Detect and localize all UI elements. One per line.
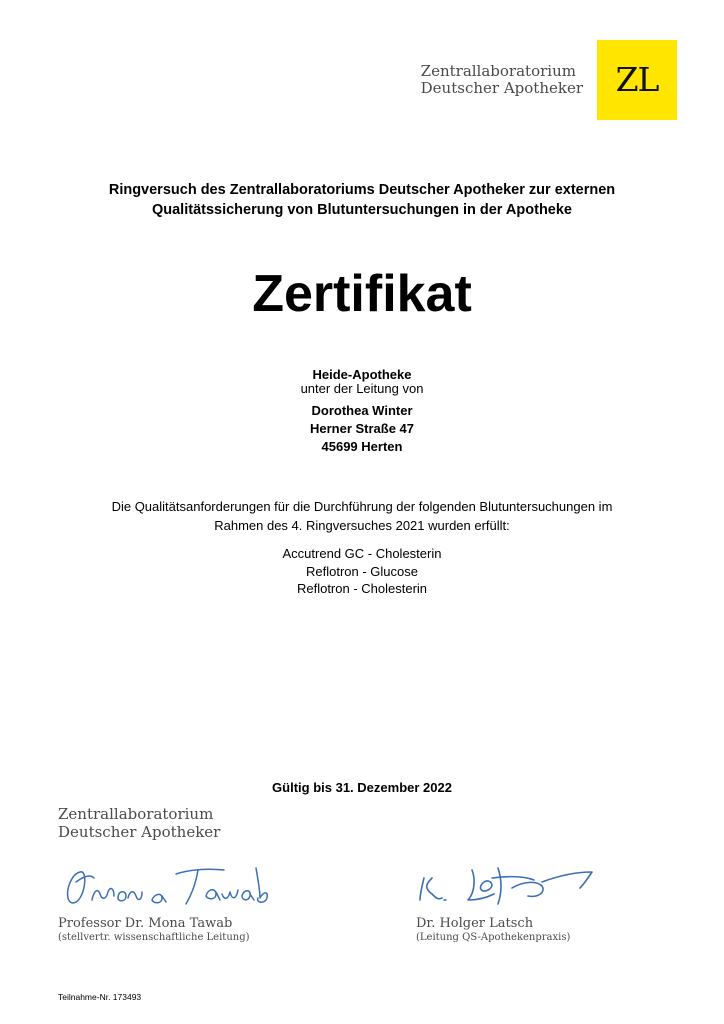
footer-org-line-2: Deutscher Apotheker [58,823,221,841]
pharmacy-name: Heide-Apotheke [312,367,412,382]
test-item: Reflotron - Glucose [306,563,418,579]
statement-text [0,497,724,535]
heading-line-2: Qualitätssicherung von Blutuntersuchungen in der Apotheke [151,202,572,218]
logo-wordmark [421,63,583,97]
logo-line-2: Deutscher Apotheker [420,79,583,97]
city-address: 45699 Herten [321,439,403,454]
footer-org-name [58,805,220,841]
test-item: Accutrend GC - Cholesterin [282,546,442,561]
test-item: Reflotron - Cholesterin [296,581,428,596]
signature-latsch [412,860,597,915]
signature-tawab [56,860,271,915]
signatory-1-name: Professor Dr. Mona Tawab [58,916,233,931]
heading-line-1: Ringversuch des Zentrallaboratoriums Deutscher Apotheker zur externen [108,182,616,198]
signatory-1-role: (stellvertr. wissenschaftliche Leitung) [58,932,250,943]
footer-org-line-1: Zentrallaboratorium [58,805,214,823]
signatory-2 [416,917,570,944]
zl-logo [597,40,677,120]
validity-date: Gültig bis 31. Dezember 2022 [272,780,452,795]
certificate-heading [0,180,724,220]
recipient-block [0,366,724,456]
zl-logo-mark: ZL [615,60,659,99]
street-address: Herner Straße 47 [309,421,415,436]
logo-line-1: Zentrallaboratorium [420,62,576,80]
pharmacist-name: Dorothea Winter [311,403,413,418]
participant-number: Teilnahme-Nr. 173493 [58,992,142,1002]
statement-line-1: Die Qualitätsanforderungen für die Durchführung der folgenden Blutuntersuchungen im [111,499,613,514]
tests-list [0,545,724,598]
signatory-2-role: (Leitung QS-Apothekenpraxis) [416,932,571,943]
statement-line-2: Rahmen des 4. Ringversuches 2021 wurden erfüllt: [214,518,510,533]
signatory-2-name: Dr. Holger Latsch [416,916,534,931]
leadership-note: unter der Leitung von [300,381,424,396]
certificate-title: Zertifikat [252,265,472,323]
signatory-1 [58,917,250,944]
